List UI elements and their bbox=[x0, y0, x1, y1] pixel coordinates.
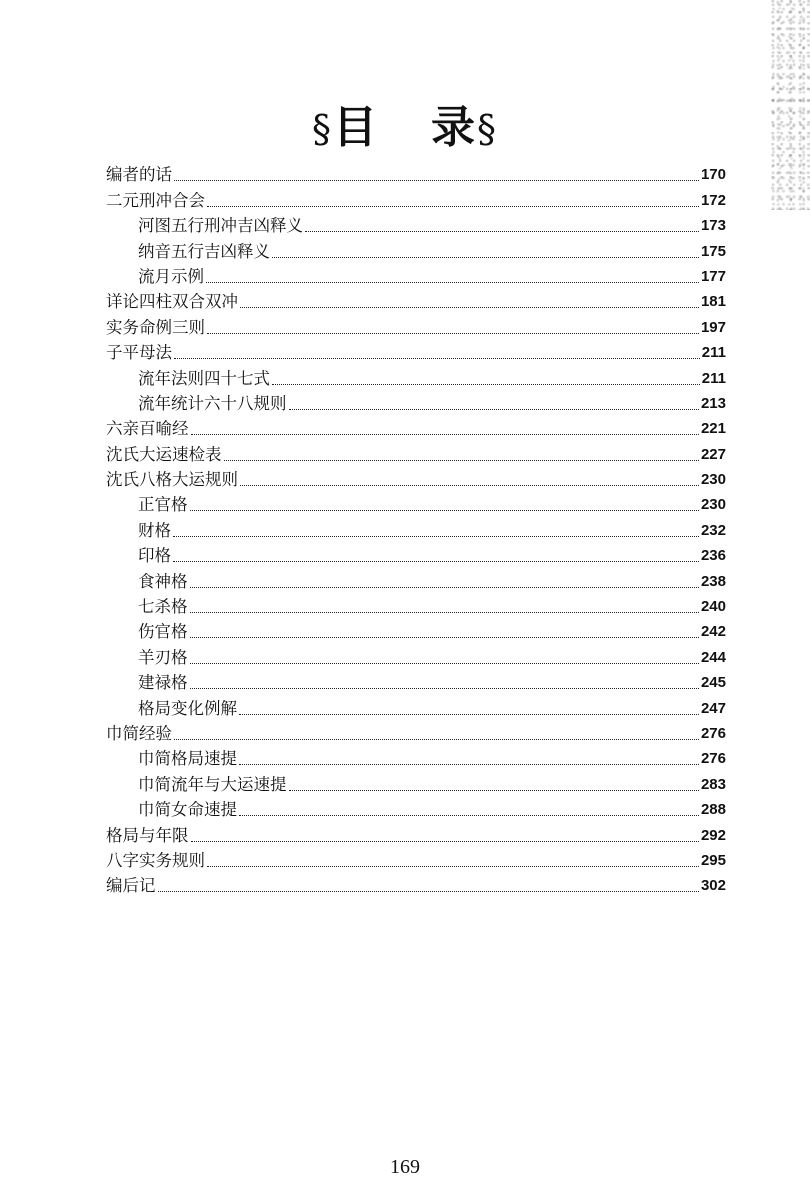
toc-entry-title: 巾简格局速提 bbox=[138, 749, 237, 769]
toc-entry-title: 建禄格 bbox=[138, 673, 188, 693]
toc-entry-page: 197 bbox=[700, 318, 726, 336]
toc-dot-leader bbox=[305, 230, 699, 232]
toc-entry-title: 八字实务规则 bbox=[106, 850, 205, 870]
toc-entry-page: 213 bbox=[700, 394, 726, 412]
toc-dot-leader bbox=[174, 357, 700, 359]
toc-entry bbox=[106, 669, 726, 694]
toc-entry-title: 正官格 bbox=[138, 495, 188, 515]
toc-entry bbox=[106, 161, 726, 186]
toc-entry-page: 221 bbox=[700, 420, 726, 438]
page-title bbox=[0, 100, 810, 157]
toc-entry-page: 302 bbox=[700, 877, 726, 895]
toc-entry bbox=[106, 364, 726, 389]
toc-dot-leader bbox=[206, 281, 699, 283]
toc-dot-leader bbox=[239, 814, 699, 816]
toc-entry-page: 227 bbox=[700, 445, 726, 463]
toc-entry-title: 财格 bbox=[138, 520, 171, 540]
toc-dot-leader bbox=[173, 535, 699, 537]
title-section-mark-right: § bbox=[477, 107, 498, 151]
toc-entry-title: 纳音五行吉凶释义 bbox=[138, 241, 270, 261]
toc-entry bbox=[106, 643, 726, 668]
toc-entry bbox=[106, 390, 726, 415]
toc-entry-page: 175 bbox=[700, 242, 726, 260]
toc-entry bbox=[106, 339, 726, 364]
toc-dot-leader bbox=[207, 205, 699, 207]
toc-entry-page: 288 bbox=[700, 801, 726, 819]
toc-dot-leader bbox=[174, 738, 699, 740]
toc-entry-title: 流月示例 bbox=[138, 266, 204, 286]
toc-entry-page: 295 bbox=[700, 851, 726, 869]
toc-dot-leader bbox=[289, 789, 699, 791]
toc-entry bbox=[106, 263, 726, 288]
toc-entry bbox=[106, 516, 726, 541]
toc-entry bbox=[106, 770, 726, 795]
toc-dot-leader bbox=[272, 383, 700, 385]
toc-entry bbox=[106, 567, 726, 592]
toc-dot-leader bbox=[207, 865, 699, 867]
toc-entry-page: 211 bbox=[701, 369, 726, 387]
toc-dot-leader bbox=[240, 306, 699, 308]
toc-entry-title: 印格 bbox=[138, 546, 171, 566]
toc-dot-leader bbox=[190, 636, 699, 638]
toc-dot-leader bbox=[224, 459, 699, 461]
toc-entry-title: 七杀格 bbox=[138, 597, 188, 617]
toc-entry-title: 流年法则四十七式 bbox=[138, 368, 270, 388]
toc-entry-title: 巾简流年与大运速提 bbox=[138, 774, 287, 794]
toc-entry bbox=[106, 694, 726, 719]
toc-entry-page: 292 bbox=[700, 826, 726, 844]
toc-entry-title: 河图五行刑冲吉凶释义 bbox=[138, 216, 303, 236]
toc-entry bbox=[106, 720, 726, 745]
toc-dot-leader bbox=[239, 763, 699, 765]
toc-entry bbox=[106, 542, 726, 567]
toc-entry bbox=[106, 491, 726, 516]
toc-entry-title: 伤官格 bbox=[138, 622, 188, 642]
toc-dot-leader bbox=[190, 611, 699, 613]
toc-entry-title: 编者的话 bbox=[106, 165, 172, 185]
title-char-2: 录 bbox=[431, 102, 477, 153]
toc-entry bbox=[106, 593, 726, 618]
toc-dot-leader bbox=[158, 890, 699, 892]
toc-entry bbox=[106, 745, 726, 770]
page-number: 169 bbox=[390, 1156, 420, 1178]
toc-entry bbox=[106, 821, 726, 846]
toc-entry bbox=[106, 212, 726, 237]
toc-entry-page: 230 bbox=[700, 471, 726, 489]
toc-entry-page: 238 bbox=[700, 572, 726, 590]
toc-entry-page: 177 bbox=[700, 267, 726, 285]
toc-entry bbox=[106, 313, 726, 338]
toc-dot-leader bbox=[272, 256, 699, 258]
toc-entry-page: 245 bbox=[700, 674, 726, 692]
title-section-mark-left: § bbox=[312, 107, 333, 151]
toc-entry-page: 247 bbox=[700, 699, 726, 717]
toc-entry-title: 巾简女命速提 bbox=[138, 800, 237, 820]
toc-entry-page: 232 bbox=[700, 521, 726, 539]
toc-dot-leader bbox=[190, 509, 699, 511]
toc-entry-page: 240 bbox=[700, 598, 726, 616]
toc-entry-title: 实务命例三则 bbox=[106, 317, 205, 337]
toc-entry-page: 170 bbox=[700, 166, 726, 184]
toc-dot-leader bbox=[190, 586, 699, 588]
toc-entry-title: 子平母法 bbox=[106, 343, 172, 363]
toc-entry-page: 173 bbox=[700, 217, 726, 235]
toc-entry-title: 食神格 bbox=[138, 571, 188, 591]
toc-entry bbox=[106, 288, 726, 313]
toc-entry-page: 211 bbox=[701, 344, 726, 362]
title-char-1: 目 bbox=[333, 102, 379, 153]
toc-entry-title: 格局变化例解 bbox=[138, 698, 237, 718]
toc-dot-leader bbox=[190, 662, 699, 664]
toc-entry bbox=[106, 618, 726, 643]
toc-dot-leader bbox=[174, 179, 699, 181]
toc-entry bbox=[106, 466, 726, 491]
toc-entry-page: 242 bbox=[700, 623, 726, 641]
toc-entry-page: 230 bbox=[700, 496, 726, 514]
toc-entry-page: 276 bbox=[700, 724, 726, 742]
toc-dot-leader bbox=[191, 433, 699, 435]
toc-entry-page: 276 bbox=[700, 750, 726, 768]
toc-entry-page: 283 bbox=[700, 775, 726, 793]
toc-dot-leader bbox=[173, 560, 699, 562]
toc-entry-title: 详论四柱双合双冲 bbox=[106, 292, 238, 312]
toc-entry-title: 沈氏八格大运规则 bbox=[106, 470, 238, 490]
toc-entry-title: 编后记 bbox=[106, 876, 156, 896]
toc-dot-leader bbox=[191, 840, 699, 842]
toc-dot-leader bbox=[190, 687, 699, 689]
toc-entry-title: 羊刃格 bbox=[138, 647, 188, 667]
toc-entry bbox=[106, 440, 726, 465]
toc-entry bbox=[106, 847, 726, 872]
toc-entry bbox=[106, 872, 726, 897]
toc-entry bbox=[106, 186, 726, 211]
toc-entry bbox=[106, 415, 726, 440]
toc-entry-title: 六亲百喻经 bbox=[106, 419, 189, 439]
toc-dot-leader bbox=[207, 332, 699, 334]
toc-dot-leader bbox=[239, 713, 699, 715]
toc-dot-leader bbox=[289, 408, 699, 410]
toc-entry-page: 181 bbox=[700, 293, 726, 311]
toc-entry-page: 236 bbox=[700, 547, 726, 565]
table-of-contents bbox=[106, 161, 726, 897]
toc-entry-title: 二元刑冲合会 bbox=[106, 190, 205, 210]
toc-dot-leader bbox=[240, 484, 699, 486]
toc-entry-title: 沈氏大运速检表 bbox=[106, 444, 222, 464]
toc-entry-page: 172 bbox=[700, 191, 726, 209]
toc-entry-title: 流年统计六十八规则 bbox=[138, 393, 287, 413]
toc-entry-title: 格局与年限 bbox=[106, 825, 189, 845]
toc-entry bbox=[106, 237, 726, 262]
toc-entry bbox=[106, 796, 726, 821]
toc-entry-page: 244 bbox=[700, 648, 726, 666]
toc-entry-title: 巾简经验 bbox=[106, 723, 172, 743]
